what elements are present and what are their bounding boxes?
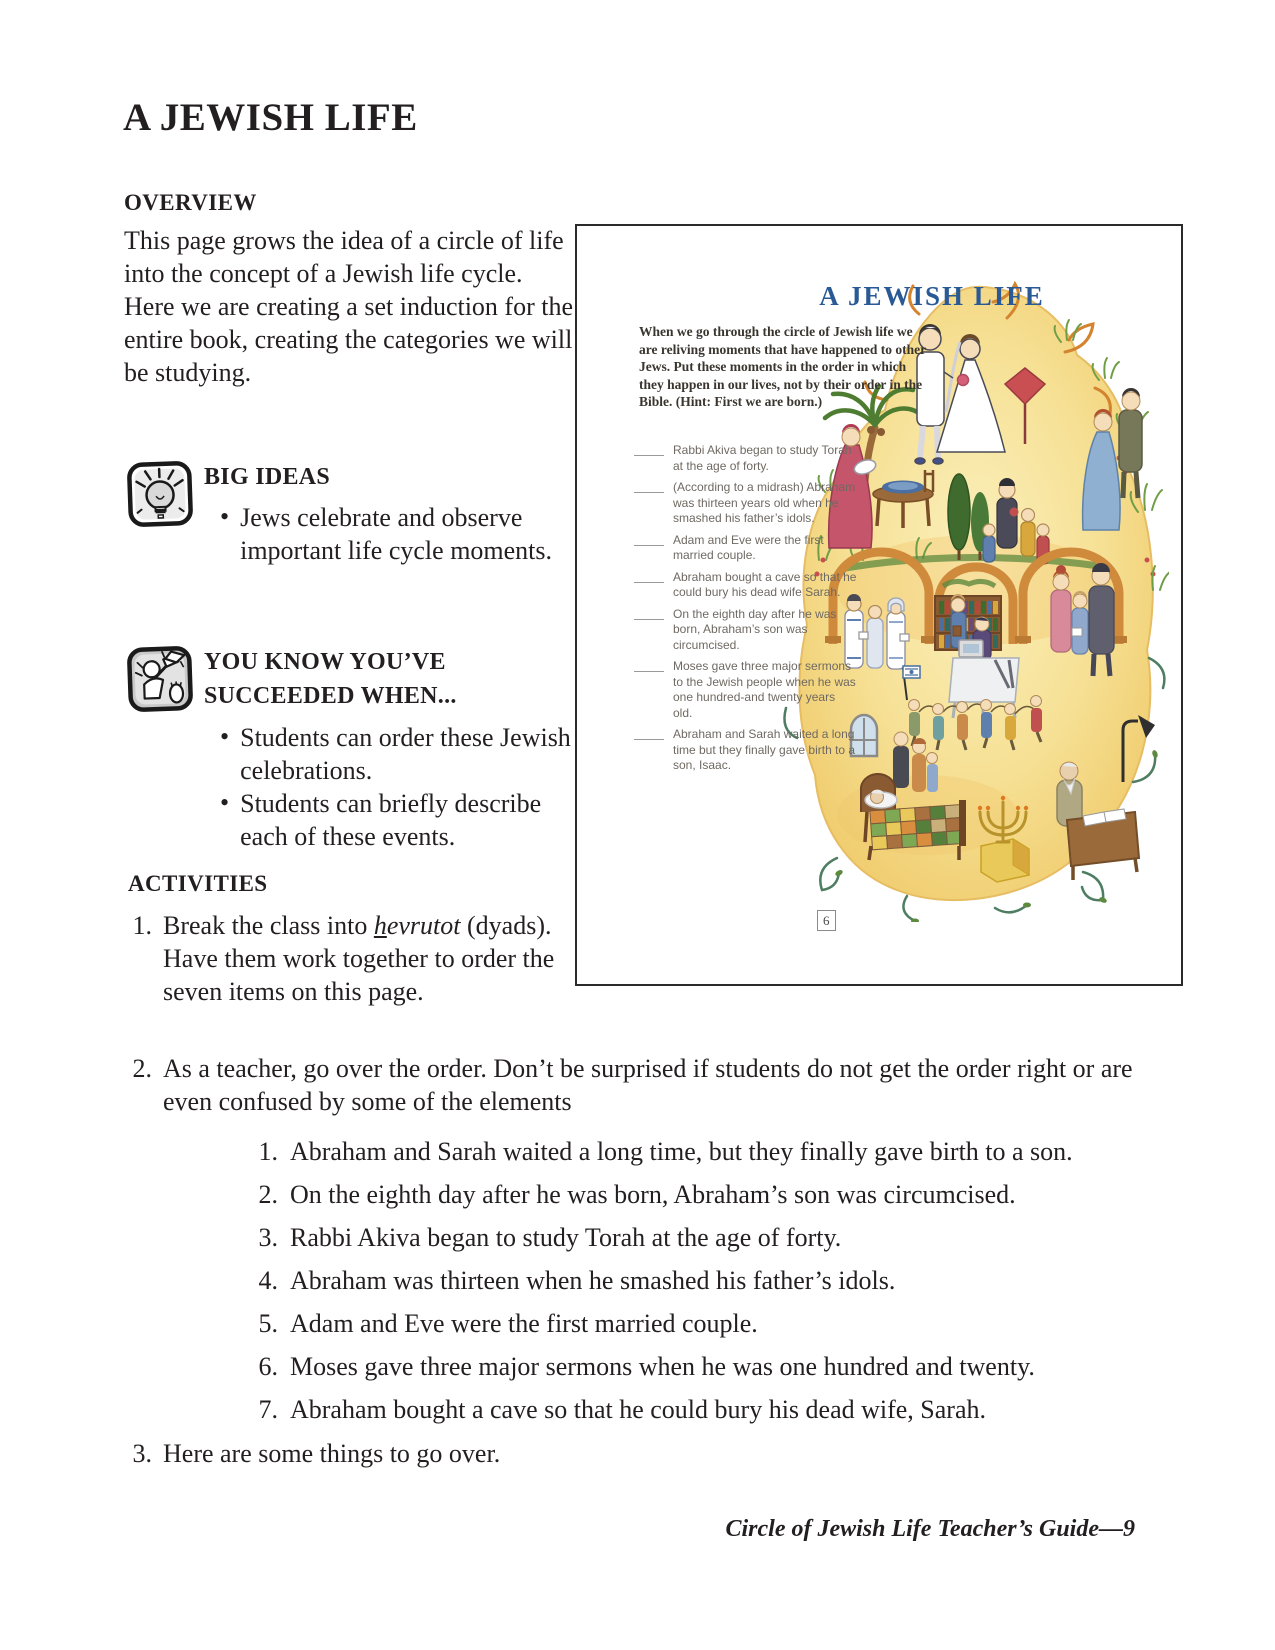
worksheet-item (634, 727, 872, 774)
answer-text: Abraham was thirteen when he smashed his father’s idols. (290, 1266, 896, 1295)
activity-text: Here are some things to go over. (163, 1439, 501, 1468)
answer-number: 2. (258, 1180, 278, 1209)
footer-running-title: Circle of Jewish Life Teacher’s Guide—9 (725, 1516, 1135, 1542)
worksheet-item-text: Abraham bought a cave so that he could bury his dead wife Sarah. (673, 569, 857, 599)
answer-number: 1. (258, 1137, 278, 1166)
activity-item-3 (130, 1437, 830, 1470)
answer-blank-line (634, 533, 664, 546)
patchwork-quilt (870, 805, 963, 850)
succeeded-bullet-text: Students can order these Jewish celebrations. (240, 723, 571, 785)
answer-number: 4. (258, 1266, 278, 1295)
answer-number: 3. (258, 1223, 278, 1252)
answer-blank-line (634, 480, 664, 493)
activities-heading: ACTIVITIES (128, 871, 268, 896)
worksheet-item-text: Rabbi Akiva began to study Torah at the age of forty. (673, 443, 852, 473)
worksheet-item (634, 607, 872, 654)
worksheet-figure (575, 224, 1183, 986)
worksheet-item (634, 443, 872, 474)
activity-number: 1. (132, 911, 152, 940)
worksheet-item (634, 570, 872, 601)
bullet-marker: • (220, 722, 230, 751)
lightbulb-icon (123, 455, 197, 533)
answer-text: Abraham and Sarah waited a long time, but they finally gave birth to a son. (290, 1137, 1073, 1166)
answer-blank-line (634, 570, 664, 583)
answer-row (254, 1394, 1174, 1425)
answer-row (254, 1308, 1174, 1339)
worksheet-item-text: Adam and Eve were the first married couple. (673, 532, 824, 562)
activity-text: Break the class into hevrutot (dyads). Have them work together to order the seven items on this page. (163, 911, 555, 1006)
answer-number: 6. (258, 1352, 278, 1381)
worksheet-item-text: On the eighth day after he was born, Abraham’s son was circumcised. (673, 606, 837, 652)
answer-blank-line (634, 727, 664, 740)
big-ideas-heading: BIG IDEAS (204, 464, 331, 490)
answer-text: Abraham bought a cave so that he could bury his dead wife, Sarah. (290, 1395, 987, 1424)
answer-blank-line (634, 443, 664, 456)
big-ideas-bullet-text: Jews celebrate and observe important life cycle moments. (240, 503, 553, 565)
success-celebration-icon (123, 640, 197, 718)
worksheet-item-text: Moses gave three major sermons to the Jewish people when he was one hundred-and twenty years old. (673, 659, 856, 720)
answer-text: Adam and Eve were the first married couple. (290, 1309, 758, 1338)
answer-row (254, 1222, 1174, 1253)
activity-text: As a teacher, go over the order. Don’t be surprised if students do not get the order right or are even confused by some of the elements (163, 1054, 1133, 1116)
bullet-marker: • (220, 788, 230, 817)
activity-number: 3. (132, 1439, 152, 1468)
answer-text: Moses gave three major sermons when he was one hundred and twenty. (290, 1352, 1035, 1381)
succeeded-bullet-text: Students can briefly describe each of these events. (240, 789, 542, 851)
answer-text: Rabbi Akiva began to study Torah at the age of forty. (290, 1223, 842, 1252)
worksheet-item-text: Abraham and Sarah waited a long time but they finally gave birth to a son, Isaac. (673, 727, 856, 772)
activity-item-1 (130, 909, 585, 1008)
answer-number: 5. (258, 1309, 278, 1338)
worksheet-item (634, 533, 872, 564)
answer-order-list (254, 1136, 1174, 1437)
list-item (220, 721, 588, 787)
worksheet-title: A JEWISH LIFE (819, 281, 1045, 311)
answer-row (254, 1265, 1174, 1296)
bullet-marker: • (220, 502, 230, 531)
answer-row (254, 1136, 1174, 1167)
list-item (220, 787, 588, 853)
succeeded-list (220, 721, 588, 853)
answer-row (254, 1179, 1174, 1210)
worksheet-item (634, 480, 872, 527)
answer-row (254, 1351, 1174, 1382)
answer-blank-line (634, 607, 664, 620)
page-title: A JEWISH LIFE (123, 96, 418, 139)
overview-body: This page grows the idea of a circle of life into the concept of a Jewish life cycle. Here we are creating a set induction for the entire book, creating the categories we will be studying. (124, 226, 574, 387)
succeeded-heading: YOU KNOW YOU’VE SUCCEEDED WHEN... (204, 649, 457, 709)
answer-number: 7. (258, 1395, 278, 1424)
hebrew-term: hevrutot (373, 911, 461, 940)
activity-number: 2. (132, 1054, 152, 1083)
worksheet-page-number: 6 (817, 910, 836, 931)
worksheet-item-text: (According to a midrash) Abraham was thirteen years old when he smashed his father’s idols. (673, 480, 856, 525)
answer-text: On the eighth day after he was born, Abraham’s son was circumcised. (290, 1180, 1016, 1209)
overview-heading: OVERVIEW (124, 190, 257, 215)
list-item (220, 501, 568, 567)
worksheet-sequence-list (634, 443, 872, 774)
activity-item-2 (130, 1052, 1165, 1118)
worksheet-item (634, 659, 872, 721)
answer-blank-line (634, 659, 664, 672)
big-ideas-list (220, 501, 568, 567)
worksheet-intro: When we go through the circle of Jewish life we are reliving moments that have happened to other Jews. Put these moments in the order in which they happen in our lives, not by their order in the Bible. (Hint: First we are born.) (639, 324, 926, 409)
